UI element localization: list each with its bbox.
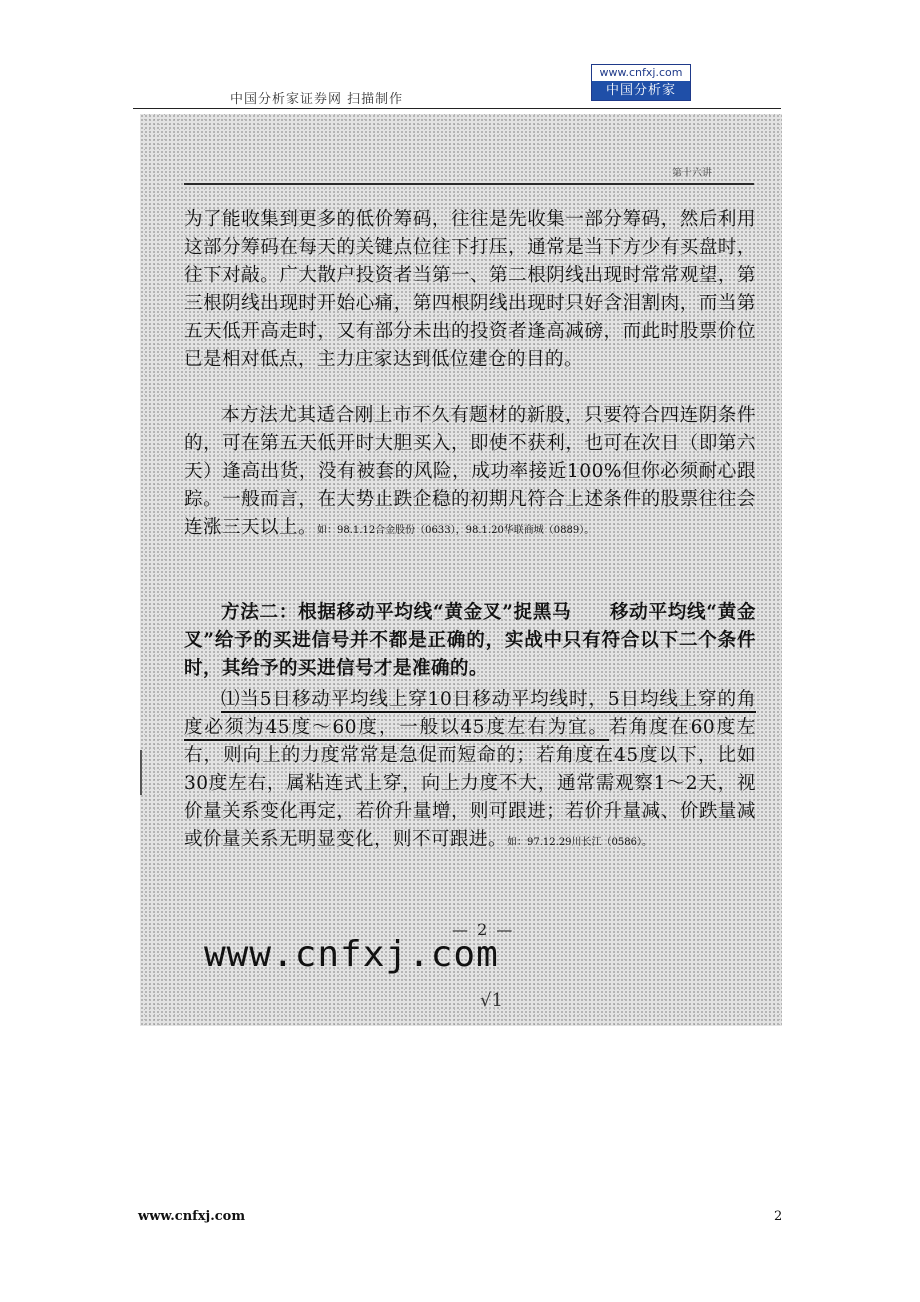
footer-page-number: 2 <box>774 1209 783 1224</box>
watermark-url: www.cnfxj.com <box>204 934 499 975</box>
logo-name: 中国分析家 <box>592 81 690 100</box>
paragraph-2-text: 本方法尤其适合刚上市不久有题材的新股，只要符合四连阴条件的，可在第五天低开时大胆买入，即使不获利，也可在次日（即第六天）逢高出货，没有被套的风险，成功率接近100%但你必须耐心跟踪。一般而言，在大势止跌企稳的初期凡符合上述条件的股票往往会连涨三天以上。 <box>184 405 756 538</box>
site-logo[interactable] <box>591 64 691 101</box>
scanned-page <box>140 114 782 1026</box>
scan-top-rule <box>184 183 754 185</box>
underlined-condition: ⑴当5日移动平均线上穿10日移动平均线时，5日均线上穿的角度必须为45度～60度，一般以45度左右为宜。 <box>184 689 756 741</box>
paragraph-1: 为了能收集到更多的低价筹码，往往是先收集一部分筹码，然后利用这部分筹码在每天的关键点位往下打压，通常是当下方少有买盘时，往下对敲。广大散户投资者当第一、第二根阴线出现时常常观望，第三根阴线出现时开始心痛，第四根阴线出现时只好含泪割肉，而当第五天低开高走时，又有部分未出的投资者逢高减磅，而此时股票价位已是相对低点，主力庄家达到低位建仓的目的。 <box>184 209 756 370</box>
running-head: 第十六讲 <box>672 168 712 179</box>
paragraph-2-reference: 如：98.1.12合金股份（0633），98.1.20华联商城（0889）。 <box>317 525 595 536</box>
footer-url[interactable]: www.cnfxj.com <box>138 1209 246 1224</box>
header-text: 中国分析家证券网 扫描制作 <box>230 92 404 107</box>
paragraph-2 <box>184 402 756 545</box>
condition-one-paragraph <box>184 686 756 857</box>
method-two-paragraph: 方法二：根据移动平均线“黄金叉”捉黑马 移动平均线“黄金叉”给予的买进信号并不都是正确的，实战中只有符合以下二个条件时，其给予的买进信号才是准确的。 <box>184 602 756 679</box>
header-divider <box>133 108 781 109</box>
scan-page-number: — 2 — <box>452 920 515 939</box>
logo-url: www.cnfxj.com <box>592 65 690 81</box>
margin-mark <box>140 750 142 795</box>
handwritten-mark: √1 <box>480 990 503 1011</box>
condition-detail: 若角度在60度左右，则向上的力度常常是急促而短命的；若角度在45度以下，比如30度左右，属粘连式上穿，向上力度不大，通常需观察1～2天，视价量关系变化再定，若价升量增，则可跟进；若价升量减、价跌量减或价量关系无明显变化，则不可跟进。 <box>184 717 756 850</box>
condition-reference: 如：97.12.29川长江（0586）。 <box>507 837 652 848</box>
